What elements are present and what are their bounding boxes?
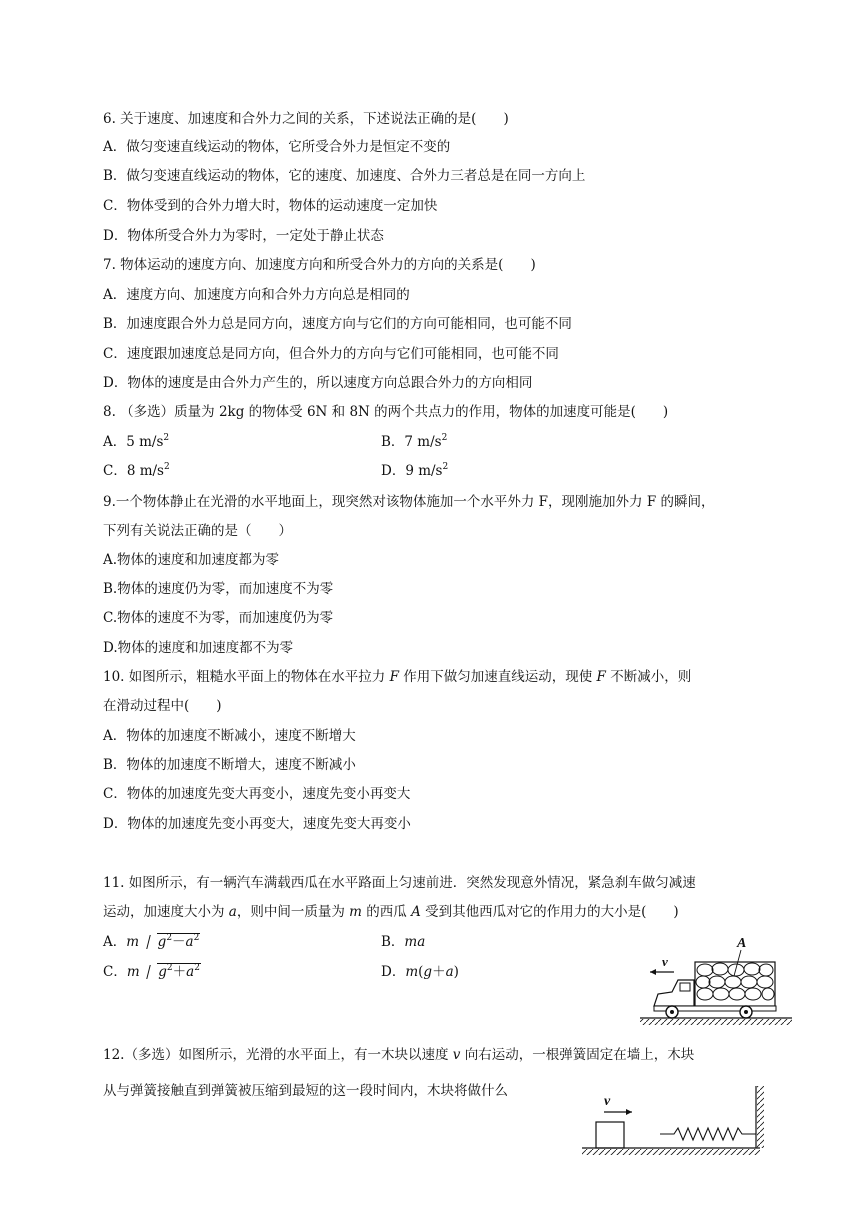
q11-option-a: A．m $g^2-a^2$ — [103, 933, 200, 950]
truck-velocity-label: v — [662, 954, 668, 969]
q7-option-a: A．速度方向、加速度方向和合外力方向总是相同的 — [103, 287, 410, 303]
q6-option-a: A．做匀变速直线运动的物体，它所受合外力是恒定不变的 — [103, 139, 451, 155]
q8-option-a: A．5 $m/s^2$ — [103, 433, 170, 450]
q9-option-b: B.物体的速度仍为零，而加速度不为零 — [103, 581, 334, 597]
spring-figure — [580, 1084, 770, 1160]
block-velocity-label: v — [604, 1094, 611, 1109]
q7-option-b: B．加速度跟合外力总是同方向，速度方向与它们的方向可能相同，也可能不同 — [103, 316, 572, 332]
q11-stem-cont: 运动，加速度大小为 a，则中间一质量为 m 的西瓜 A 受到其他西瓜对它的作用力的大小是( ) — [103, 904, 679, 920]
q10-option-a: A．物体的加速度不断减小，速度不断增大 — [103, 728, 356, 744]
q8-option-c: C．8 $m/s^2$ — [103, 462, 170, 479]
q6-option-c: C．物体受到的合外力增大时，物体的运动速度一定加快 — [103, 198, 438, 214]
truck-figure — [640, 932, 800, 1028]
q10-option-d: D．物体的加速度先变小再变大，速度先变大再变小 — [103, 816, 411, 832]
q11-stem: 11. 如图所示，有一辆汽车满载西瓜在水平路面上匀速前进．突然发现意外情况，紧急刹车做匀减速 — [103, 875, 696, 891]
q7-stem: 7. 物体运动的速度方向、加速度方向和所受合外力的方向的关系是( ) — [103, 257, 536, 273]
q10-option-c: C．物体的加速度先变大再变小，速度先变小再变大 — [103, 786, 411, 802]
q12-stem-cont: 从与弹簧接触直到弹簧被压缩到最短的这一段时间内，木块将做什么 — [103, 1083, 508, 1099]
q9-stem-cont: 下列有关说法正确的是（ ） — [103, 523, 292, 539]
q10-option-b: B．物体的加速度不断增大，速度不断减小 — [103, 757, 356, 773]
q8-option-b: B．7 $m/s^2$ — [381, 433, 448, 450]
q10-stem: 10. 如图所示，粗糙水平面上的物体在水平拉力 F 作用下做匀加速直线运动，现使 F 不断减小，则 — [103, 669, 692, 685]
q9-stem: 9.一个物体静止在光滑的水平地面上，现突然对该物体施加一个水平外力 F，现刚施加外力 F 的瞬间， — [103, 494, 715, 510]
q6-stem: 6. 关于速度、加速度和合外力之间的关系，下述说法正确的是( ) — [103, 111, 509, 127]
q10-stem-cont: 在滑动过程中( ) — [103, 698, 222, 714]
q9-option-a: A.物体的速度和加速度都为零 — [103, 552, 280, 568]
q6-option-b: B．做匀变速直线运动的物体，它的速度、加速度、合外力三者总是在同一方向上 — [103, 168, 586, 184]
q11-option-d: D．m(g＋a) — [381, 964, 459, 980]
q8-option-d: D．9 $m/s^2$ — [381, 462, 449, 479]
q8-stem: 8. （多选）质量为 2kg 的物体受 6N 和 8N 的两个共点力的作用，物体的加速度可能是( ) — [103, 404, 669, 420]
q12-stem: 12.（多选）如图所示，光滑的水平面上，有一木块以速度 v 向右运动，一根弹簧固定在墙上，木块 — [103, 1047, 695, 1063]
q6-option-d: D．物体所受合外力为零时，一定处于静止状态 — [103, 228, 384, 244]
q7-option-c: C．速度跟加速度总是同方向，但合外力的方向与它们可能相同，也可能不同 — [103, 346, 559, 362]
q11-option-c: C．m $g^2+a^2$ — [103, 963, 200, 980]
q9-option-c: C.物体的速度不为零，而加速度仍为零 — [103, 610, 334, 626]
melon-label: A — [737, 936, 747, 951]
q9-option-d: D.物体的速度和加速度都不为零 — [103, 640, 294, 656]
q7-option-d: D．物体的速度是由合外力产生的，所以速度方向总跟合外力的方向相同 — [103, 375, 533, 391]
q11-option-b: B．ma — [381, 934, 426, 950]
